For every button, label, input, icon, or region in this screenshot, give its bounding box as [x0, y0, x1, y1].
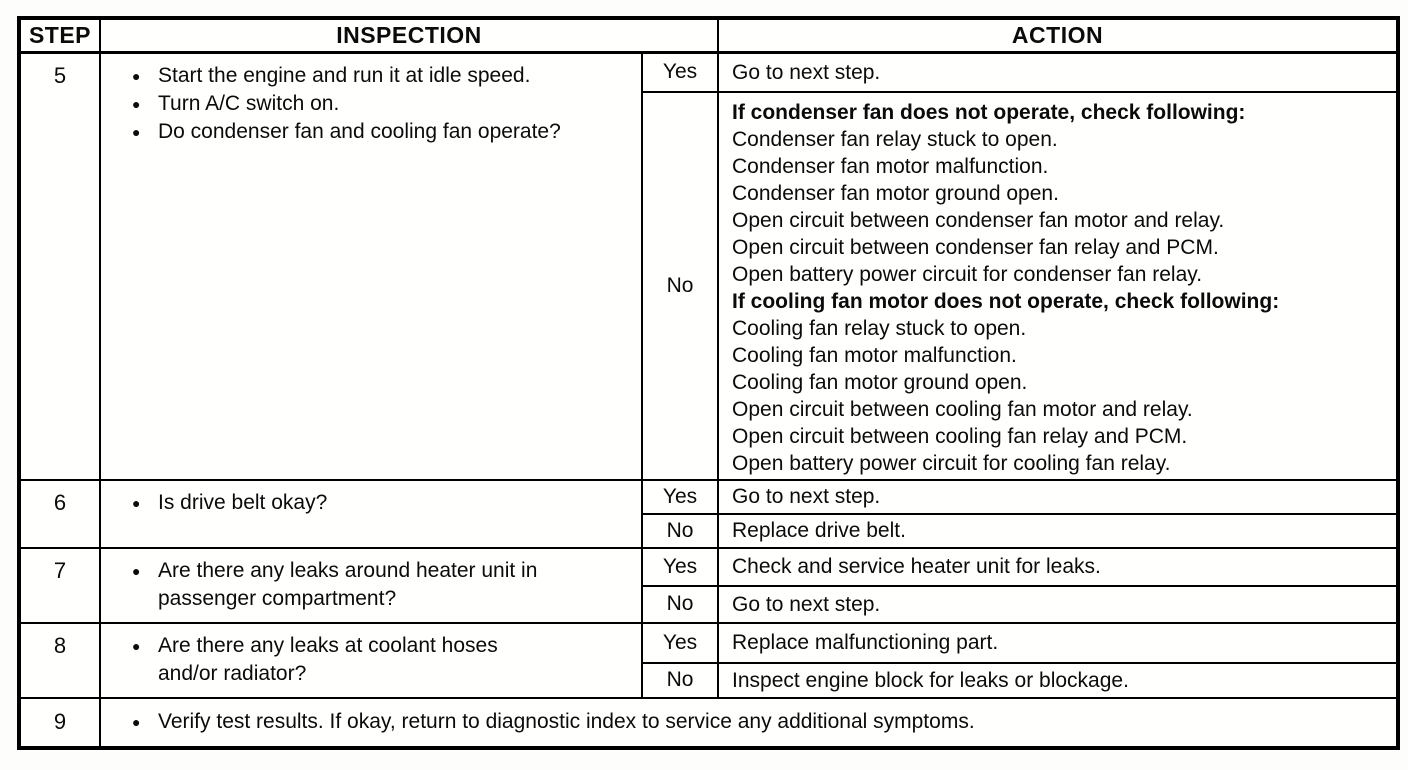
action-line: Open circuit between cooling fan relay and PCM. — [732, 424, 1188, 448]
action-line: Cooling fan motor malfunction. — [732, 343, 1017, 367]
answer-cell-no: No — [642, 586, 718, 623]
inspection-item — [101, 632, 635, 688]
inspection-cell — [100, 480, 642, 548]
action-line: Replace malfunctioning part. — [732, 631, 999, 654]
bullet-icon: ● — [132, 124, 141, 140]
action-line: If cooling fan motor does not operate, check following: — [732, 289, 1280, 313]
step-number: 9 — [19, 698, 100, 748]
inspection-item — [101, 90, 635, 118]
action-line: Go to next step. — [732, 60, 881, 84]
inspection-line: and/or radiator? — [158, 661, 307, 685]
action-line: Open circuit between condenser fan motor and relay. — [732, 208, 1225, 232]
action-line: Cooling fan motor ground open. — [732, 370, 1028, 394]
answer-cell-yes: Yes — [642, 480, 718, 514]
inspection-line: Are there any leaks around heater unit in — [158, 558, 538, 582]
action-line: Go to next step. — [732, 592, 881, 616]
action-line: Open circuit between condenser fan relay and PCM. — [732, 235, 1219, 259]
action-line: Go to next step. — [732, 485, 881, 508]
action-line: If condenser fan does not operate, check following: — [732, 100, 1246, 124]
answer-cell-yes: Yes — [642, 548, 718, 586]
action-cell — [718, 514, 1398, 548]
inspection-cell — [100, 53, 642, 480]
inspection-item — [101, 62, 635, 90]
bullet-icon: ● — [132, 637, 141, 654]
action-line: Condenser fan motor malfunction. — [732, 154, 1049, 178]
answer-cell-yes: Yes — [642, 623, 718, 663]
inspection-line: Is drive belt okay? — [158, 490, 328, 514]
bullet-icon: ● — [132, 562, 141, 579]
action-cell — [718, 623, 1398, 663]
answer-cell-no: No — [642, 514, 718, 548]
inspection-item — [101, 118, 635, 146]
table-row — [19, 698, 1398, 748]
step-number: 6 — [19, 480, 100, 548]
inspection-cell — [100, 623, 642, 698]
action-cell — [718, 480, 1398, 514]
answer-cell-yes: Yes — [642, 53, 718, 92]
inspection-line: Turn A/C switch on. — [158, 92, 340, 115]
action-cell — [718, 53, 1398, 92]
inspection-column-header: INSPECTION — [100, 18, 718, 53]
action-line: Inspect engine block for leaks or blockage. — [732, 668, 1129, 692]
inspection-line: Are there any leaks at coolant hoses — [158, 633, 498, 657]
inspection-item — [101, 557, 635, 613]
inspection-line: Start the engine and run it at idle speed. — [158, 64, 531, 87]
action-line: Open circuit between cooling fan motor and relay. — [732, 397, 1193, 421]
inspection-line: Do condenser fan and cooling fan operate? — [158, 120, 561, 143]
action-cell — [718, 586, 1398, 623]
action-line: Check and service heater unit for leaks. — [732, 555, 1101, 578]
bullet-icon: ● — [132, 714, 141, 730]
inspection-item — [101, 489, 635, 517]
action-cell — [718, 663, 1398, 698]
inspection-line: passenger compartment? — [158, 586, 397, 610]
table-header-row — [19, 18, 1398, 53]
action-line: Replace drive belt. — [732, 519, 906, 542]
bullet-icon: ● — [132, 68, 141, 84]
table-row — [19, 548, 1398, 586]
table-row — [19, 480, 1398, 514]
summary-line: Verify test results. If okay, return to diagnostic index to service any additional symptoms. — [158, 710, 975, 733]
troubleshooting-table — [17, 16, 1400, 750]
action-line: Condenser fan relay stuck to open. — [732, 127, 1058, 151]
answer-cell-no: No — [642, 92, 718, 480]
action-cell — [718, 548, 1398, 586]
step-column-header: STEP — [19, 18, 100, 53]
table-row — [19, 623, 1398, 663]
inspection-cell — [100, 548, 642, 623]
answer-cell-no: No — [642, 663, 718, 698]
action-column-header: ACTION — [718, 18, 1398, 53]
bullet-icon: ● — [132, 494, 141, 511]
action-line: Cooling fan relay stuck to open. — [732, 316, 1027, 340]
action-line: Open battery power circuit for cooling fan relay. — [732, 451, 1171, 475]
action-line: Open battery power circuit for condenser fan relay. — [732, 262, 1203, 286]
summary-cell — [100, 698, 1398, 748]
action-line: Condenser fan motor ground open. — [732, 181, 1059, 205]
action-cell — [718, 92, 1398, 480]
step-number: 7 — [19, 548, 100, 623]
step-number: 8 — [19, 623, 100, 698]
inspection-item — [101, 708, 1390, 736]
table-row — [19, 53, 1398, 92]
bullet-icon: ● — [132, 96, 141, 112]
step-number: 5 — [19, 53, 100, 480]
